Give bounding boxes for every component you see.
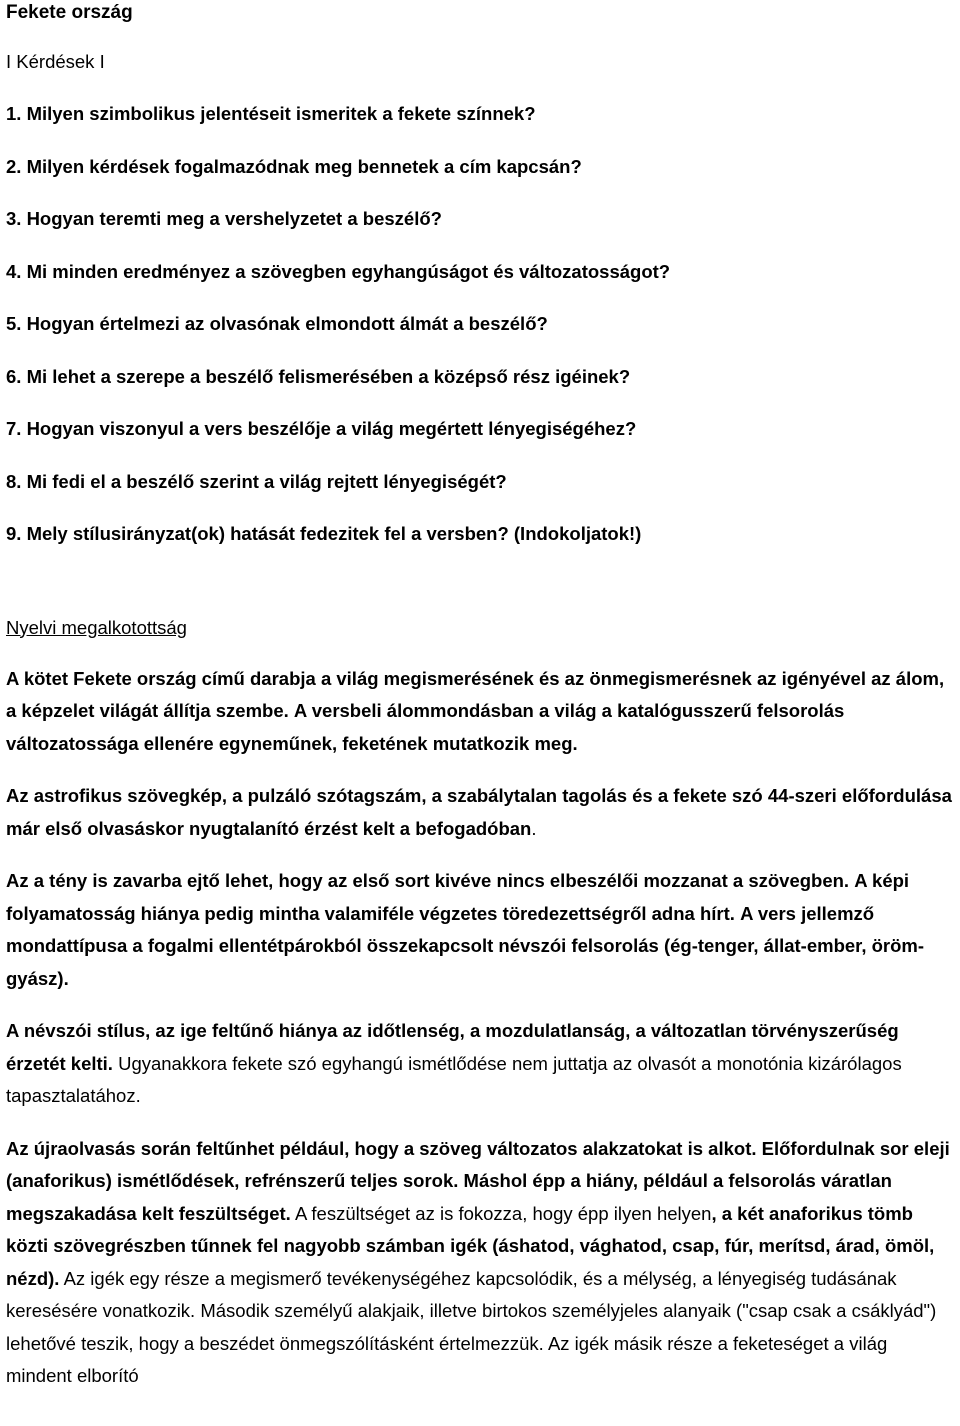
document-page (6, 0, 956, 1413)
p4-sentence-2: Ugyanakkora fekete szó egyhangú ismétlődése nem juttatja az olvasót a monotónia kizárólagos tapasztalatához. (6, 1052, 902, 1106)
p5-sentence-6: Az igék egy része a megismerő tevékenységéhez kapcsolódik, és a mélység, a lényegiség tudásának keresésére vonatkozik. Második személyű alakjaik, illetve birtokos személyjeles alanyaik ("csap csak a csáklyád") lehetővé teszik, hogy a beszédet önmegszólításként értelmezzük. Az igék másik része a feketeséget a világ mindent elborító (6, 1267, 937, 1386)
question-item: 1. Milyen szimbolikus jelentéseit ismeritek a fekete színnek? (6, 103, 536, 124)
p2-sentence-1: Az astrofikus szövegkép, a pulzáló szótagszám, a szabálytalan tagolás és a fekete szó 44-szeri előfordulása már első olvasáskor nyugtalanító érzést kelt a befogadóban (6, 785, 952, 839)
question-item: 6. Mi lehet a szerepe a beszélő felismerésében a középső rész igéinek? (6, 365, 631, 387)
questions-heading: I Kérdések I (6, 51, 105, 72)
question-item: 9. Mely stílusirányzat(ok) hatását fedezitek fel a versben? (Indokoljatok!) (6, 523, 642, 544)
p5-sentence-5: , a két anaforikus tömb közti szövegrészben tűnnek fel nagyobb számban igék (áshatod, vághatod, csap, fúr, merítsd, árad, ömöl, nézd). (6, 1202, 935, 1289)
p3-sentence-2: A képi folyamatosság hiánya pedig mintha valamiféle végzetes töredezettségről adna hírt. (6, 870, 910, 924)
question-item: 3. Hogyan teremti meg a vershelyzetet a beszélő? (6, 208, 442, 229)
document-title: Fekete ország (6, 2, 133, 23)
p1-sentence-2: A versbeli álommondásban a világ a katalógusszerű felsorolás változatossága ellenére egyneműnek, feketének mutatkozik meg. (6, 700, 845, 754)
p4-sentence-1: A névszói stílus, az ige feltűnő hiánya az időtlenség, a mozdulatlanság, a változatlan törvényszerűség érzetét kelti. (6, 1020, 899, 1074)
p5-sentence-3: Máshol épp a hiány, például a felsorolás váratlan megszakadása kelt feszültséget. (6, 1170, 892, 1224)
p3-sentence-1: Az a tény is zavarba ejtő lehet, hogy az első sort kivéve nincs elbeszélői mozzanat a szövegben. (6, 870, 850, 891)
paragraph-2 (6, 780, 956, 845)
p5-sentence-4: A feszültséget az is fokozza, hogy épp ilyen helyen (294, 1202, 712, 1224)
p5-sentence-2: Előfordulnak sor eleji (anaforikus) ismétlődések, refrénszerű teljes sorok. (6, 1137, 950, 1191)
p2-period: . (531, 817, 537, 839)
p3-sentence-3: A vers jellemző mondattípusa a fogalmi ellentétpárokból összekapcsolt névszói felsorolás (ég-tenger, állat-ember, öröm-gyász). (6, 902, 925, 989)
question-item: 5. Hogyan értelmezi az olvasónak elmondott álmát a beszélő? (6, 313, 548, 334)
question-item: 4. Mi minden eredményez a szövegben egyhangúságot és változatosságot? (6, 260, 671, 282)
p5-sentence-1: Az újraolvasás során feltűnhet például, hogy a szöveg változatos alakzatokat is alkot. (6, 1137, 757, 1159)
paragraph-3 (6, 865, 956, 995)
questions-list (6, 88, 956, 561)
paragraph-5 (6, 1133, 956, 1393)
paragraph-1 (6, 663, 956, 761)
question-item: 2. Milyen kérdések fogalmazódnak meg bennetek a cím kapcsán? (6, 155, 582, 177)
p1-sentence-1: A kötet Fekete ország című darabja a világ megismerésének és az önmegismerésnek az igényével az álom, a képzelet világát állítja szembe. (6, 667, 945, 721)
question-item: 8. Mi fedi el a beszélő szerint a világ rejtett lényegiségét? (6, 470, 507, 492)
question-item: 7. Hogyan viszonyul a vers beszélője a világ megértett lényegiségéhez? (6, 418, 637, 439)
paragraph-4 (6, 1015, 956, 1113)
section-title: Nyelvi megalkotottság (6, 616, 187, 638)
